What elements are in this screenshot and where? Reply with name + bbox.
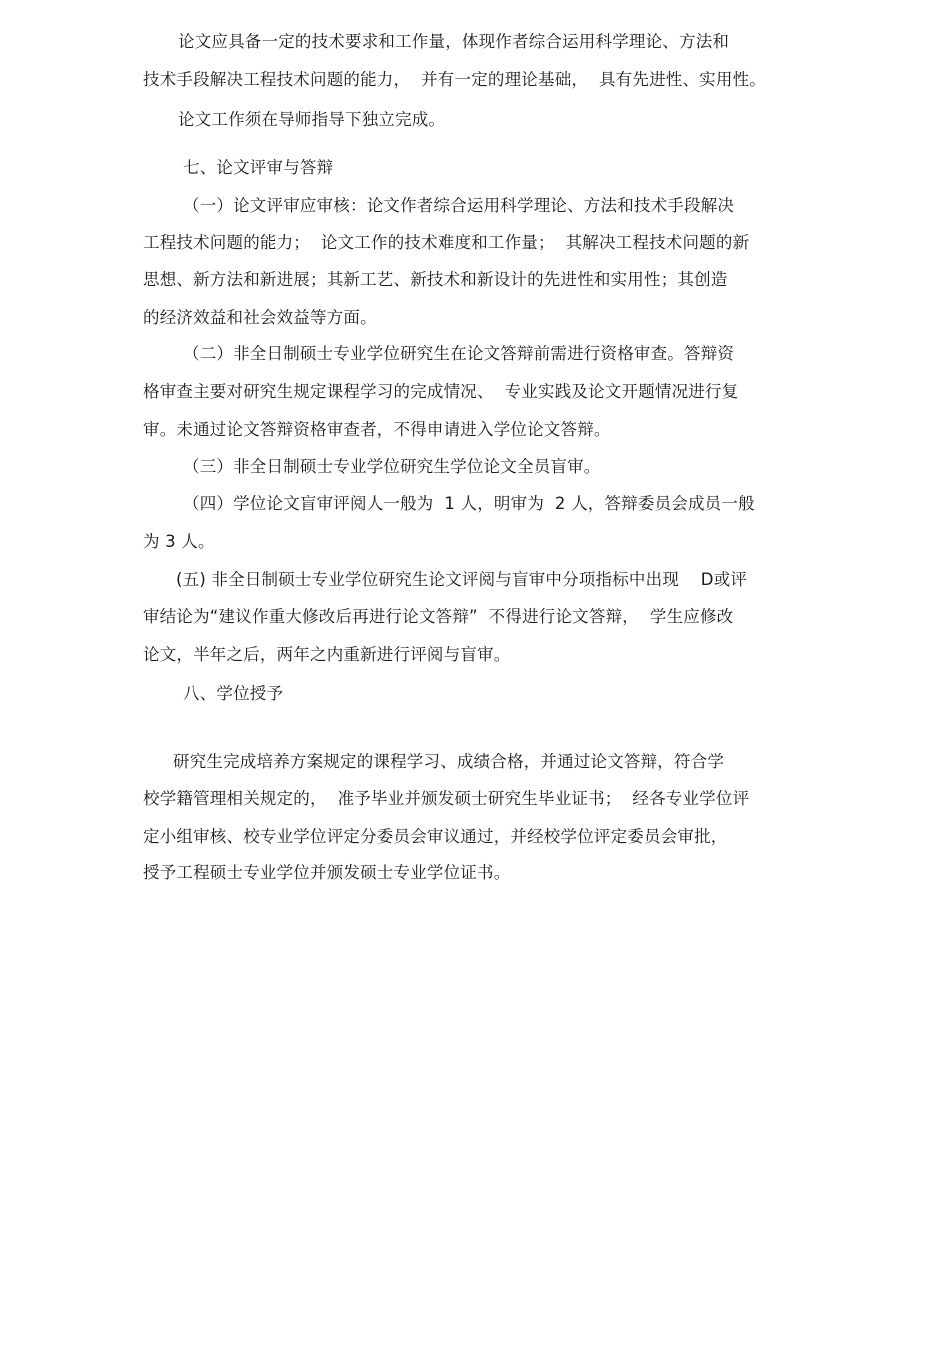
text-line: 技术手段解决工程技术问题的能力， 并有一定的理论基础， 具有先进性、实用性。 — [143, 70, 766, 89]
section-heading: 七、论文评审与答辩 — [183, 158, 334, 177]
text-line: 论文应具备一定的技术要求和工作量，体现作者综合运用科学理论、方法和 — [178, 32, 730, 51]
text-line: 格审查主要对研究生规定课程学习的完成情况、 专业实践及论文开题情况进行复 — [143, 382, 739, 401]
text-line: （二）非全日制硕士专业学位研究生在论文答辩前需进行资格审查。答辩资 — [183, 344, 735, 363]
section-heading: 八、学位授予 — [183, 684, 284, 703]
text-line: 定小组审核、校专业学位评定分委员会审议通过，并经校学位评定委员会审批， — [143, 827, 728, 846]
text-line: 校学籍管理相关规定的， 准予毕业并颁发硕士研究生毕业证书； 经各专业学位评 — [143, 789, 750, 808]
text-line: 工程技术问题的能力； 论文工作的技术难度和工作量； 其解决工程技术问题的新 — [143, 233, 750, 252]
text-line: 的经济效益和社会效益等方面。 — [143, 308, 377, 327]
text-line: 思想、新方法和新进展；其新工艺、新技术和新设计的先进性和实用性；其创造 — [143, 270, 728, 289]
text-line: 研究生完成培养方案规定的课程学习、成绩合格，并通过论文答辩，符合学 — [173, 752, 725, 771]
text-line: 审结论为“建议作重大修改后再进行论文答辩” 不得进行论文答辩， 学生应修改 — [143, 607, 734, 626]
text-line: (五) 非全日制硕士专业学位研究生论文评阅与盲审中分项指标中出现 D或评 — [176, 570, 748, 589]
text-line: （三）非全日制硕士专业学位研究生学位论文全员盲审。 — [183, 457, 601, 476]
text-line: 授予工程硕士专业学位并颁发硕士专业学位证书。 — [143, 863, 511, 882]
text-line: （一）论文评审应审核：论文作者综合运用科学理论、方法和技术手段解决 — [183, 196, 735, 215]
text-line: 论文工作须在导师指导下独立完成。 — [178, 110, 446, 129]
text-line: 论文，半年之后，两年之内重新进行评阅与盲审。 — [143, 645, 511, 664]
text-line: 为 3 人。 — [143, 532, 215, 551]
text-line: （四）学位论文盲审评阅人一般为 1 人，明审为 2 人，答辩委员会成员一般 — [183, 494, 755, 513]
text-line: 审。未通过论文答辩资格审查者，不得申请进入学位论文答辩。 — [143, 420, 611, 439]
